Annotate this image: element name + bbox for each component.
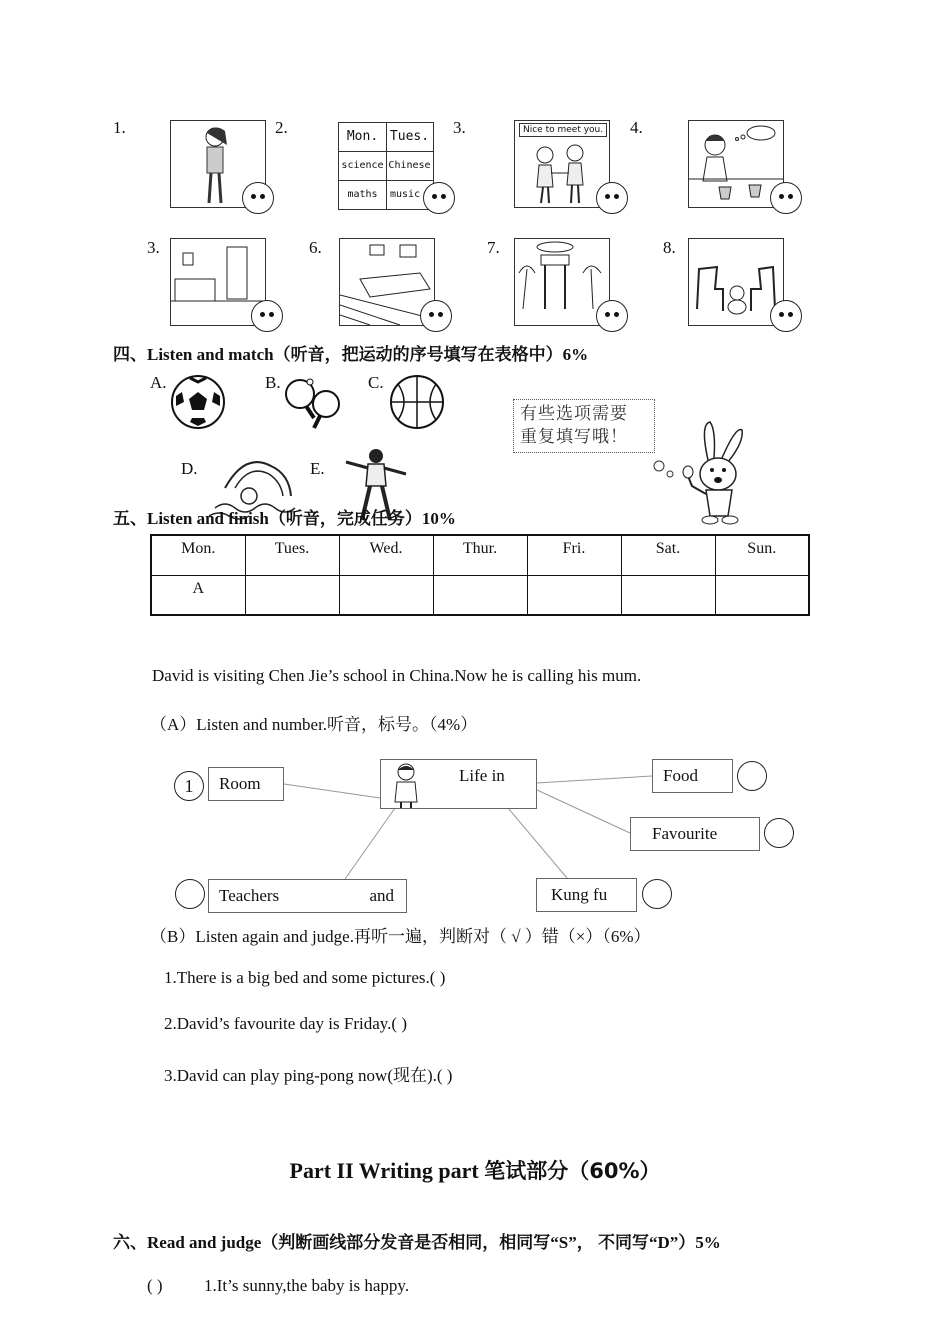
part-a-instruction: （A）Listen and number.听音，标号。（4%） xyxy=(150,715,478,734)
question-number: 3. xyxy=(453,118,466,137)
judge-item: 1.There is a big bed and some pictures.( ) xyxy=(164,968,446,987)
day-header: Wed. xyxy=(339,535,433,575)
question-number: 7. xyxy=(487,238,500,257)
teachers-label: Teachers xyxy=(219,886,280,905)
question-number: 1. xyxy=(113,118,126,137)
number-circle[interactable] xyxy=(737,761,767,791)
part-title-en: Part II Writing part xyxy=(289,1158,479,1183)
question-number: 4. xyxy=(630,118,643,137)
option-letter: D. xyxy=(181,459,198,478)
option-letter: E. xyxy=(310,459,325,478)
boy-icon xyxy=(389,762,423,808)
day-header: Sat. xyxy=(621,535,715,575)
section-heading: 五、Listen and finish（听音，完成任务）10% xyxy=(113,509,456,528)
question-number: 8. xyxy=(663,238,676,257)
judge-item: 3.David can play ping-pong now(现在).( ) xyxy=(164,1066,453,1085)
timetable-cell: Mon. xyxy=(339,123,387,152)
timetable-cell: maths xyxy=(339,181,387,209)
question-number: 3. xyxy=(147,238,160,257)
day-header: Tues. xyxy=(245,535,339,575)
intro-text: David is visiting Chen Jie’s school in China.Now he is calling his mum. xyxy=(152,666,642,685)
answer-cell[interactable]: A xyxy=(151,575,245,615)
option-letter: A. xyxy=(150,373,167,392)
option-letter: C. xyxy=(368,373,384,392)
timetable-cell: Chinese xyxy=(386,152,433,181)
section-heading: 四、Listen and match（听音，把运动的序号填写在表格中）6% xyxy=(113,345,589,364)
number-circle[interactable] xyxy=(764,818,794,848)
note-line: 重复填写哦！ xyxy=(520,427,628,447)
kung-fu-box: Kung fu xyxy=(536,878,637,912)
number-circle[interactable]: 1 xyxy=(174,771,204,801)
favourite-box: Favourite xyxy=(630,817,760,851)
day-header: Fri. xyxy=(527,535,621,575)
center-topic-label: Life in xyxy=(459,766,505,785)
teachers-box xyxy=(208,879,407,913)
day-header: Mon. xyxy=(151,535,245,575)
and-label: and xyxy=(369,886,394,905)
room-box: Room xyxy=(208,767,284,801)
timetable-cell: music xyxy=(390,189,421,200)
part-title xyxy=(0,1155,950,1185)
food-box: Food xyxy=(652,759,733,793)
note-line: 有些选项需要 xyxy=(520,404,628,424)
answer-paren[interactable]: ( ) xyxy=(147,1276,163,1295)
timetable-cell: science xyxy=(339,152,387,181)
question-number: 2. xyxy=(275,118,288,137)
number-circle[interactable] xyxy=(642,879,672,909)
judge-item: 2.David’s favourite day is Friday.( ) xyxy=(164,1014,407,1033)
section-heading: 六、Read and judge（判断画线部分发音是否相同，相同写“S”， 不同写“D”）5% xyxy=(113,1233,721,1252)
part-b-instruction: （B）Listen again and judge.再听一遍，判断对（ √ ）错（×）（6%） xyxy=(150,927,651,946)
part-title-cn: 笔试部分（60%） xyxy=(484,1159,661,1183)
timetable-cell: Tues. xyxy=(386,123,433,152)
option-letter: B. xyxy=(265,373,281,392)
day-header: Sun. xyxy=(715,535,809,575)
judge-sentence: 1.It’s sunny,the baby is happy. xyxy=(204,1276,410,1295)
speech-caption: Nice to meet you. xyxy=(519,123,607,137)
question-number: 6. xyxy=(309,238,322,257)
center-topic-box xyxy=(380,759,537,809)
day-header: Thur. xyxy=(433,535,527,575)
number-circle[interactable] xyxy=(175,879,205,909)
